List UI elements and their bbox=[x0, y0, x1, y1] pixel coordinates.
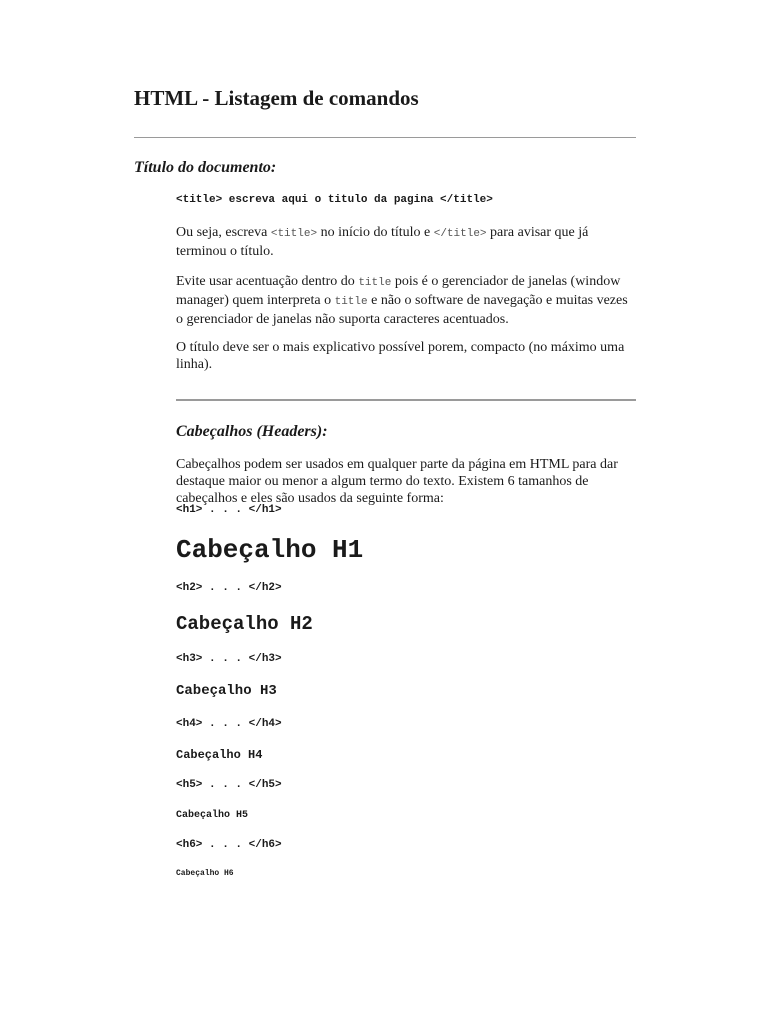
paragraph-accent-warning bbox=[176, 273, 636, 328]
h6-code-example: <h6> . . . </h6> bbox=[176, 839, 282, 851]
h5-code-example: <h5> . . . </h5> bbox=[176, 779, 282, 791]
h1-code-example: <h1> . . . </h1> bbox=[176, 504, 282, 516]
h1-demo-heading: Cabeçalho H1 bbox=[176, 535, 364, 565]
paragraph-text: e não o software de navegação e muitas vezes o gerenciador de janelas não suporta caracteres acentuados. bbox=[176, 293, 628, 327]
h5-demo-heading: Cabeçalho H5 bbox=[176, 810, 249, 821]
paragraph-text: para avisar que já terminou o título. bbox=[176, 225, 589, 259]
paragraph-text: no início do título e bbox=[317, 225, 434, 240]
h4-demo-heading: Cabeçalho H4 bbox=[176, 748, 263, 762]
inline-code-title: title bbox=[358, 277, 392, 289]
paragraph-text: Evite usar acentuação dentro do bbox=[176, 274, 359, 289]
inline-code-title-close: </title> bbox=[433, 228, 487, 240]
section-heading-document-title: Título do documento: bbox=[134, 159, 277, 176]
h3-code-example: <h3> . . . </h3> bbox=[176, 653, 282, 665]
page-title: HTML - Listagem de comandos bbox=[134, 86, 419, 110]
paragraph-title-advice: O título deve ser o mais explicativo possível porem, compacto (no máximo uma linha). bbox=[176, 340, 625, 372]
h6-demo-heading: Cabeçalho H6 bbox=[176, 869, 234, 878]
h4-code-example: <h4> . . . </h4> bbox=[176, 718, 282, 730]
h2-code-example: <h2> . . . </h2> bbox=[176, 582, 282, 594]
title-code-example: <title> escreva aqui o titulo da pagina </title> bbox=[176, 194, 493, 206]
section-heading-headers: Cabeçalhos (Headers): bbox=[176, 423, 328, 440]
divider-section bbox=[176, 399, 636, 401]
paragraph-headers-intro: Cabeçalhos podem ser usados em qualquer parte da página em HTML para dar destaque maior ou menor a algum termo do texto. Existem 6 tamanhos de cabeçalhos e eles são usados da seguinte forma: bbox=[176, 457, 618, 506]
h3-demo-heading: Cabeçalho H3 bbox=[176, 683, 277, 699]
inline-code-title-open: <title> bbox=[270, 228, 318, 240]
divider-top bbox=[134, 137, 636, 138]
paragraph-text: Ou seja, escreva bbox=[176, 225, 271, 240]
h2-demo-heading: Cabeçalho H2 bbox=[176, 613, 313, 635]
paragraph-text: pois é o gerenciador de janelas (window manager) quem interpreta o bbox=[176, 274, 621, 308]
paragraph-title-usage bbox=[176, 224, 636, 260]
inline-code-title: title bbox=[334, 296, 368, 308]
